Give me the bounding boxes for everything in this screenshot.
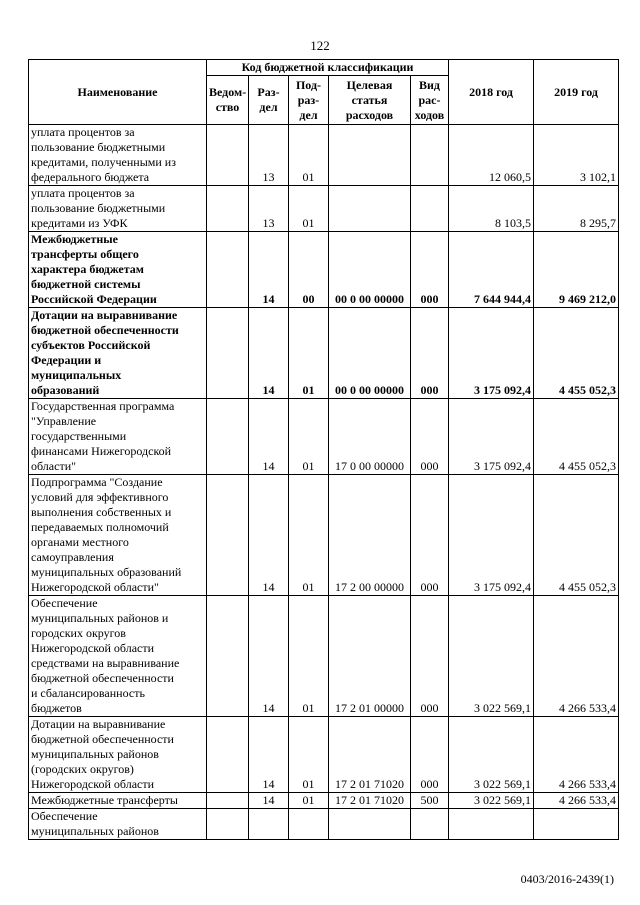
- row-expense-type: 500: [411, 793, 449, 809]
- row-section: 14: [249, 308, 289, 399]
- row-target-article: [329, 809, 411, 840]
- row-2019: 4 455 052,3: [534, 475, 619, 596]
- table-row: [29, 399, 619, 475]
- header-expense-type: Вид рас- ходов: [411, 76, 449, 125]
- row-2018: 3 022 569,1: [449, 717, 534, 793]
- row-2019: 4 455 052,3: [534, 308, 619, 399]
- header-classification-code: Код бюджетной классификации: [207, 60, 449, 76]
- row-name: уплата процентов за пользование бюджетными кредитами, полученными из федерального бюджета: [29, 125, 207, 186]
- header-department: Ведом- ство: [207, 76, 249, 125]
- page-number: 122: [310, 38, 330, 53]
- row-subsection: 01: [289, 308, 329, 399]
- row-section: 13: [249, 186, 289, 232]
- row-name: Подпрограмма "Создание условий для эффективного выполнения собственных и передаваемых полномочий органами местного самоуправления муниципальных образований Нижегородской области": [29, 475, 207, 596]
- row-subsection: 01: [289, 717, 329, 793]
- row-section: 13: [249, 125, 289, 186]
- table-row: [29, 186, 619, 232]
- row-expense-type: 000: [411, 717, 449, 793]
- row-2019: 4 266 533,4: [534, 793, 619, 809]
- row-expense-type: [411, 186, 449, 232]
- header-name: Наименование: [29, 60, 207, 125]
- row-section: 14: [249, 596, 289, 717]
- row-target-article: 17 2 01 71020: [329, 793, 411, 809]
- header-target-article: Целевая статья расходов: [329, 76, 411, 125]
- row-subsection: 01: [289, 596, 329, 717]
- table-row: [29, 596, 619, 717]
- row-name: Дотации на выравнивание бюджетной обеспеченности субъектов Российской Федерации и муниципальных образований: [29, 308, 207, 399]
- row-department: [207, 475, 249, 596]
- header-row-1: [29, 60, 619, 76]
- row-expense-type: 000: [411, 596, 449, 717]
- row-2018: 8 103,5: [449, 186, 534, 232]
- table-row: [29, 232, 619, 308]
- row-name: Межбюджетные трансферты общего характера бюджетам бюджетной системы Российской Федерации: [29, 232, 207, 308]
- header-subsection: Под- раз- дел: [289, 76, 329, 125]
- row-expense-type: 000: [411, 308, 449, 399]
- row-expense-type: [411, 125, 449, 186]
- row-2018: 12 060,5: [449, 125, 534, 186]
- row-name: Обеспечение муниципальных районов: [29, 809, 207, 840]
- row-target-article: [329, 125, 411, 186]
- row-subsection: 01: [289, 793, 329, 809]
- row-department: [207, 399, 249, 475]
- table-row: [29, 125, 619, 186]
- table-row: [29, 308, 619, 399]
- row-target-article: 17 2 01 71020: [329, 717, 411, 793]
- row-section: 14: [249, 793, 289, 809]
- row-expense-type: 000: [411, 232, 449, 308]
- row-subsection: 01: [289, 399, 329, 475]
- row-department: [207, 308, 249, 399]
- row-department: [207, 596, 249, 717]
- row-name: уплата процентов за пользование бюджетными кредитами из УФК: [29, 186, 207, 232]
- row-target-article: 00 0 00 00000: [329, 232, 411, 308]
- row-2019: 8 295,7: [534, 186, 619, 232]
- row-2019: 4 266 533,4: [534, 717, 619, 793]
- row-2019: [534, 809, 619, 840]
- row-name: Обеспечение муниципальных районов и городских округов Нижегородской области средствами на выравнивание бюджетной обеспеченности и сбалансированность бюджетов: [29, 596, 207, 717]
- row-section: 14: [249, 475, 289, 596]
- header-section: Раз- дел: [249, 76, 289, 125]
- document-code: 0403/2016-2439(1): [520, 872, 614, 886]
- row-subsection: [289, 809, 329, 840]
- row-department: [207, 717, 249, 793]
- row-section: [249, 809, 289, 840]
- row-target-article: 17 2 01 00000: [329, 596, 411, 717]
- row-section: 14: [249, 717, 289, 793]
- row-department: [207, 125, 249, 186]
- row-2018: 3 175 092,4: [449, 475, 534, 596]
- header-2018: 2018 год: [449, 60, 534, 125]
- row-2019: 3 102,1: [534, 125, 619, 186]
- row-department: [207, 232, 249, 308]
- row-department: [207, 809, 249, 840]
- row-target-article: 00 0 00 00000: [329, 308, 411, 399]
- header-2019: 2019 год: [534, 60, 619, 125]
- row-2018: 3 022 569,1: [449, 793, 534, 809]
- row-expense-type: 000: [411, 475, 449, 596]
- row-2019: 9 469 212,0: [534, 232, 619, 308]
- row-target-article: 17 0 00 00000: [329, 399, 411, 475]
- table-row: [29, 793, 619, 809]
- row-2018: 3 022 569,1: [449, 596, 534, 717]
- row-name: Государственная программа "Управление государственными финансами Нижегородской области": [29, 399, 207, 475]
- row-subsection: 00: [289, 232, 329, 308]
- row-name: Дотации на выравнивание бюджетной обеспеченности муниципальных районов (городских округов) Нижегородской области: [29, 717, 207, 793]
- row-section: 14: [249, 232, 289, 308]
- budget-table: [28, 59, 619, 840]
- table-row: [29, 809, 619, 840]
- row-expense-type: 000: [411, 399, 449, 475]
- row-subsection: 01: [289, 186, 329, 232]
- row-2018: 7 644 944,4: [449, 232, 534, 308]
- row-2018: [449, 809, 534, 840]
- row-section: 14: [249, 399, 289, 475]
- row-subsection: 01: [289, 475, 329, 596]
- row-target-article: [329, 186, 411, 232]
- row-2019: 4 266 533,4: [534, 596, 619, 717]
- row-department: [207, 186, 249, 232]
- row-expense-type: [411, 809, 449, 840]
- table-row: [29, 475, 619, 596]
- table-row: [29, 717, 619, 793]
- row-2018: 3 175 092,4: [449, 308, 534, 399]
- row-target-article: 17 2 00 00000: [329, 475, 411, 596]
- row-subsection: 01: [289, 125, 329, 186]
- row-2018: 3 175 092,4: [449, 399, 534, 475]
- row-2019: 4 455 052,3: [534, 399, 619, 475]
- row-department: [207, 793, 249, 809]
- row-name: Межбюджетные трансферты: [29, 793, 207, 809]
